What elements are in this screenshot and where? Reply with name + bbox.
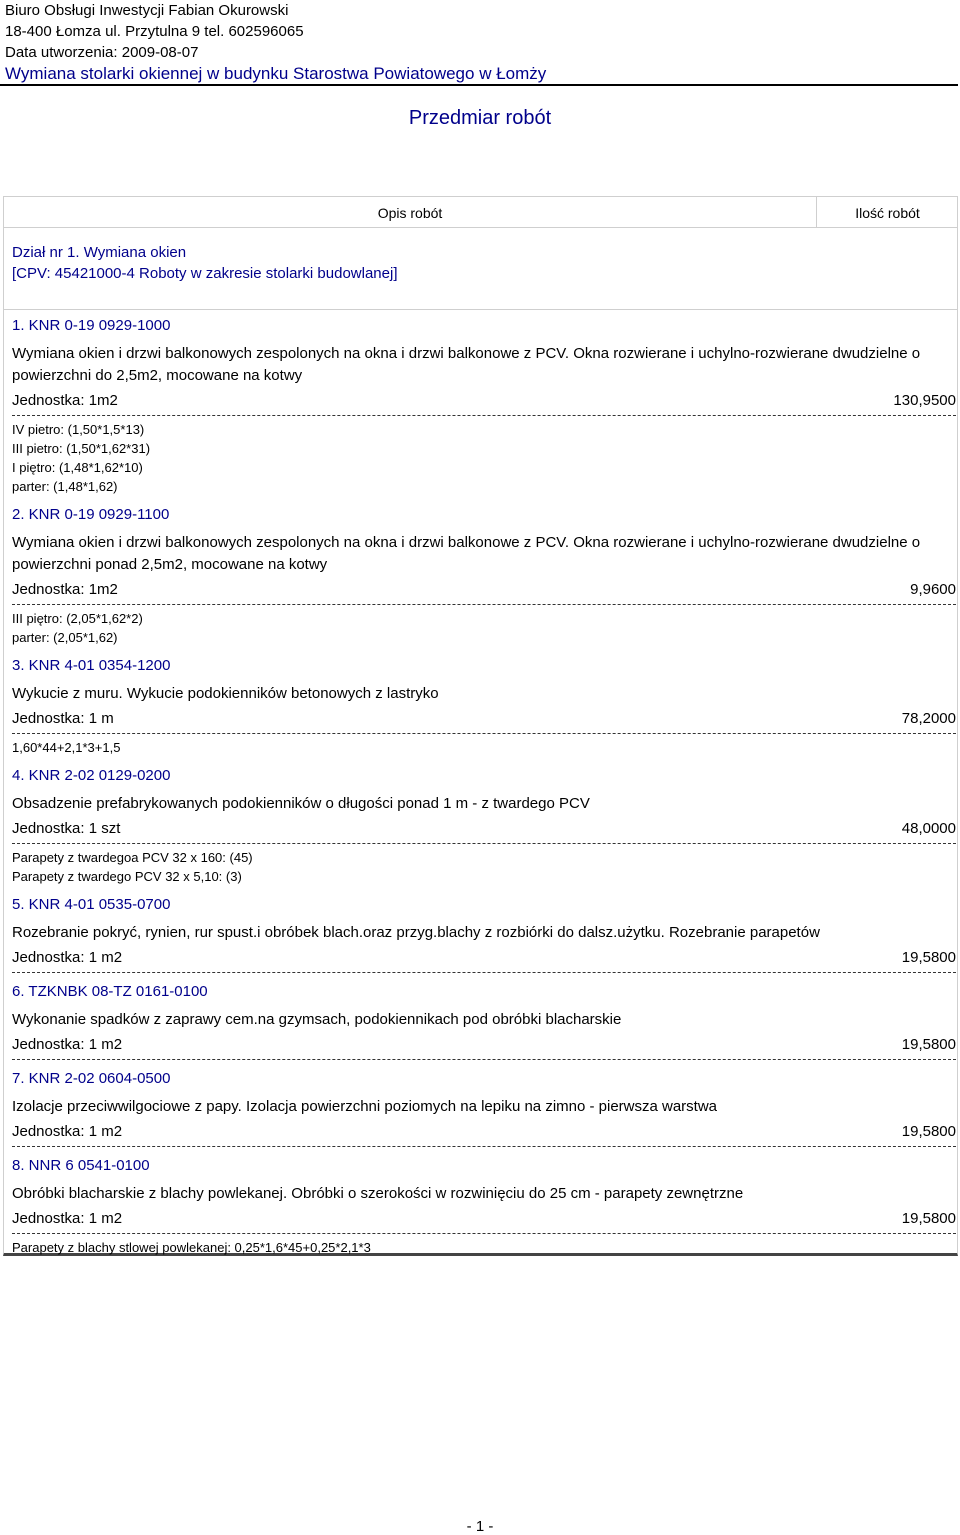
item-description: Obsadzenie prefabrykowanych podokienników o długości ponad 1 m - z twardego PCV	[12, 795, 590, 812]
measurement-line: IV pietro: (1,50*1,5*13)	[12, 422, 145, 437]
item-code: 6. TZKNBK 08-TZ 0161-0100	[12, 983, 208, 1000]
item-unit-row	[12, 389, 956, 416]
item-unit-row	[12, 707, 956, 734]
item-measurements	[12, 848, 956, 886]
item-unit: Jednostka: 1 m2	[12, 1210, 123, 1227]
document-header	[5, 0, 958, 85]
item-code: 3. KNR 4-01 0354-1200	[12, 657, 171, 674]
department-name: Dział nr 1. Wymiana okien	[12, 244, 187, 261]
item-quantity: 130,9500	[893, 392, 956, 409]
item-unit: Jednostka: 1 m2	[12, 1123, 123, 1140]
item-quantity: 19,5800	[901, 1210, 956, 1227]
department-row-divider	[4, 309, 957, 310]
work-item	[12, 1068, 956, 1147]
item-unit: Jednostka: 1 m2	[12, 1036, 123, 1053]
item-unit-row	[12, 1033, 956, 1060]
department-cpv: [CPV: 45421000-4 Roboty w zakresie stolarki budowlanej]	[12, 265, 398, 282]
department-heading	[12, 242, 398, 284]
measurement-line: 1,60*44+2,1*3+1,5	[12, 740, 121, 755]
company-address: 18-400 Łomza ul. Przytulna 9 tel. 602596065	[5, 23, 304, 40]
item-unit: Jednostka: 1 m2	[12, 949, 123, 966]
work-item	[12, 894, 956, 973]
project-title: Wymiana stolarki okiennej w budynku Starostwa Powiatowego w Łomży	[5, 64, 547, 83]
item-description: Wymiana okien i drzwi balkonowych zespolonych na okna i drzwi balkonowe z PCV. Okna rozwierane i uchylno-rozwierane dwudzielne o powierzchni ponad 2,5m2, mocowane na kotwy	[12, 534, 921, 573]
item-quantity: 19,5800	[901, 1123, 956, 1140]
item-description: Wymiana okien i drzwi balkonowych zespolonych na okna i drzwi balkonowe z PCV. Okna rozwierane i uchylno-rozwierane dwudzielne o powierzchni do 2,5m2, mocowane na kotwy	[12, 345, 921, 384]
column-header-quantity: Ilość robót	[816, 197, 958, 227]
item-description: Obróbki blacharskie z blachy powlekanej. Obróbki o szerokości w rozwinięciu do 25 cm - parapety zewnętrzne	[12, 1185, 744, 1202]
item-unit: Jednostka: 1m2	[12, 581, 118, 598]
item-unit: Jednostka: 1 m	[12, 710, 114, 727]
document-title: Przedmiar robót	[408, 107, 552, 129]
item-code: 7. KNR 2-02 0604-0500	[12, 1070, 171, 1087]
header-row-divider	[4, 227, 957, 228]
item-measurements	[12, 738, 956, 757]
measurement-line: III piętro: (2,05*1,62*2)	[12, 611, 143, 626]
item-measurements	[12, 609, 956, 647]
item-quantity: 19,5800	[901, 1036, 956, 1053]
measurement-line: Parapety z blachy stlowej powlekanej: 0,25*1,6*45+0,25*2,1*3	[12, 1240, 371, 1255]
work-item	[12, 1155, 956, 1257]
item-unit: Jednostka: 1 szt	[12, 820, 121, 837]
item-code: 2. KNR 0-19 0929-1100	[12, 506, 170, 523]
item-description: Wykucie z muru. Wykucie podokienników betonowych z lastryko	[12, 685, 439, 702]
work-item	[12, 655, 956, 757]
work-item	[12, 765, 956, 886]
work-item	[12, 315, 956, 496]
header-divider	[0, 84, 958, 86]
item-description: Wykonanie spadków z zaprawy cem.na gzymsach, podokiennikach pod obróbki blacharskie	[12, 1011, 622, 1028]
item-unit-row	[12, 946, 956, 973]
company-name: Biuro Obsługi Inwestycji Fabian Okurowski	[5, 2, 289, 19]
work-items-list	[12, 315, 956, 1265]
item-code: 8. NNR 6 0541-0100	[12, 1157, 150, 1174]
item-unit-row	[12, 578, 956, 605]
measurement-line: parter: (2,05*1,62)	[12, 630, 118, 645]
measurement-line: parter: (1,48*1,62)	[12, 479, 118, 494]
item-unit-row	[12, 1207, 956, 1234]
item-measurements	[12, 1238, 956, 1257]
item-quantity: 19,5800	[901, 949, 956, 966]
page-number: - 1 -	[466, 1518, 494, 1535]
item-description: Izolacje przeciwwilgociowe z papy. Izolacja powierzchni poziomych na lepiku na zimno - pierwsza warstwa	[12, 1098, 718, 1115]
item-quantity: 78,2000	[901, 710, 956, 727]
creation-date: Data utworzenia: 2009-08-07	[5, 44, 199, 61]
item-unit: Jednostka: 1m2	[12, 392, 118, 409]
measurement-line: Parapety z twardegoa PCV 32 x 160: (45)	[12, 850, 253, 865]
item-code: 1. KNR 0-19 0929-1000	[12, 317, 171, 334]
item-quantity: 9,9600	[910, 581, 956, 598]
item-unit-row	[12, 1120, 956, 1147]
work-item	[12, 981, 956, 1060]
item-description: Rozebranie pokryć, rynien, rur spust.i obróbek blach.oraz przyg.blachy z rozbiórki do dalsz.użytku. Rozebranie parapetów	[12, 924, 820, 941]
bill-of-quantities-table	[3, 196, 958, 1256]
item-code: 5. KNR 4-01 0535-0700	[12, 896, 171, 913]
measurement-line: I piętro: (1,48*1,62*10)	[12, 460, 143, 475]
item-quantity: 48,0000	[901, 820, 956, 837]
column-header-description: Opis robót	[377, 205, 443, 221]
item-unit-row	[12, 817, 956, 844]
work-item	[12, 504, 956, 647]
item-measurements	[12, 420, 956, 496]
item-code: 4. KNR 2-02 0129-0200	[12, 767, 171, 784]
measurement-line: Parapety z twardego PCV 32 x 5,10: (3)	[12, 869, 242, 884]
measurement-line: III pietro: (1,50*1,62*31)	[12, 441, 151, 456]
